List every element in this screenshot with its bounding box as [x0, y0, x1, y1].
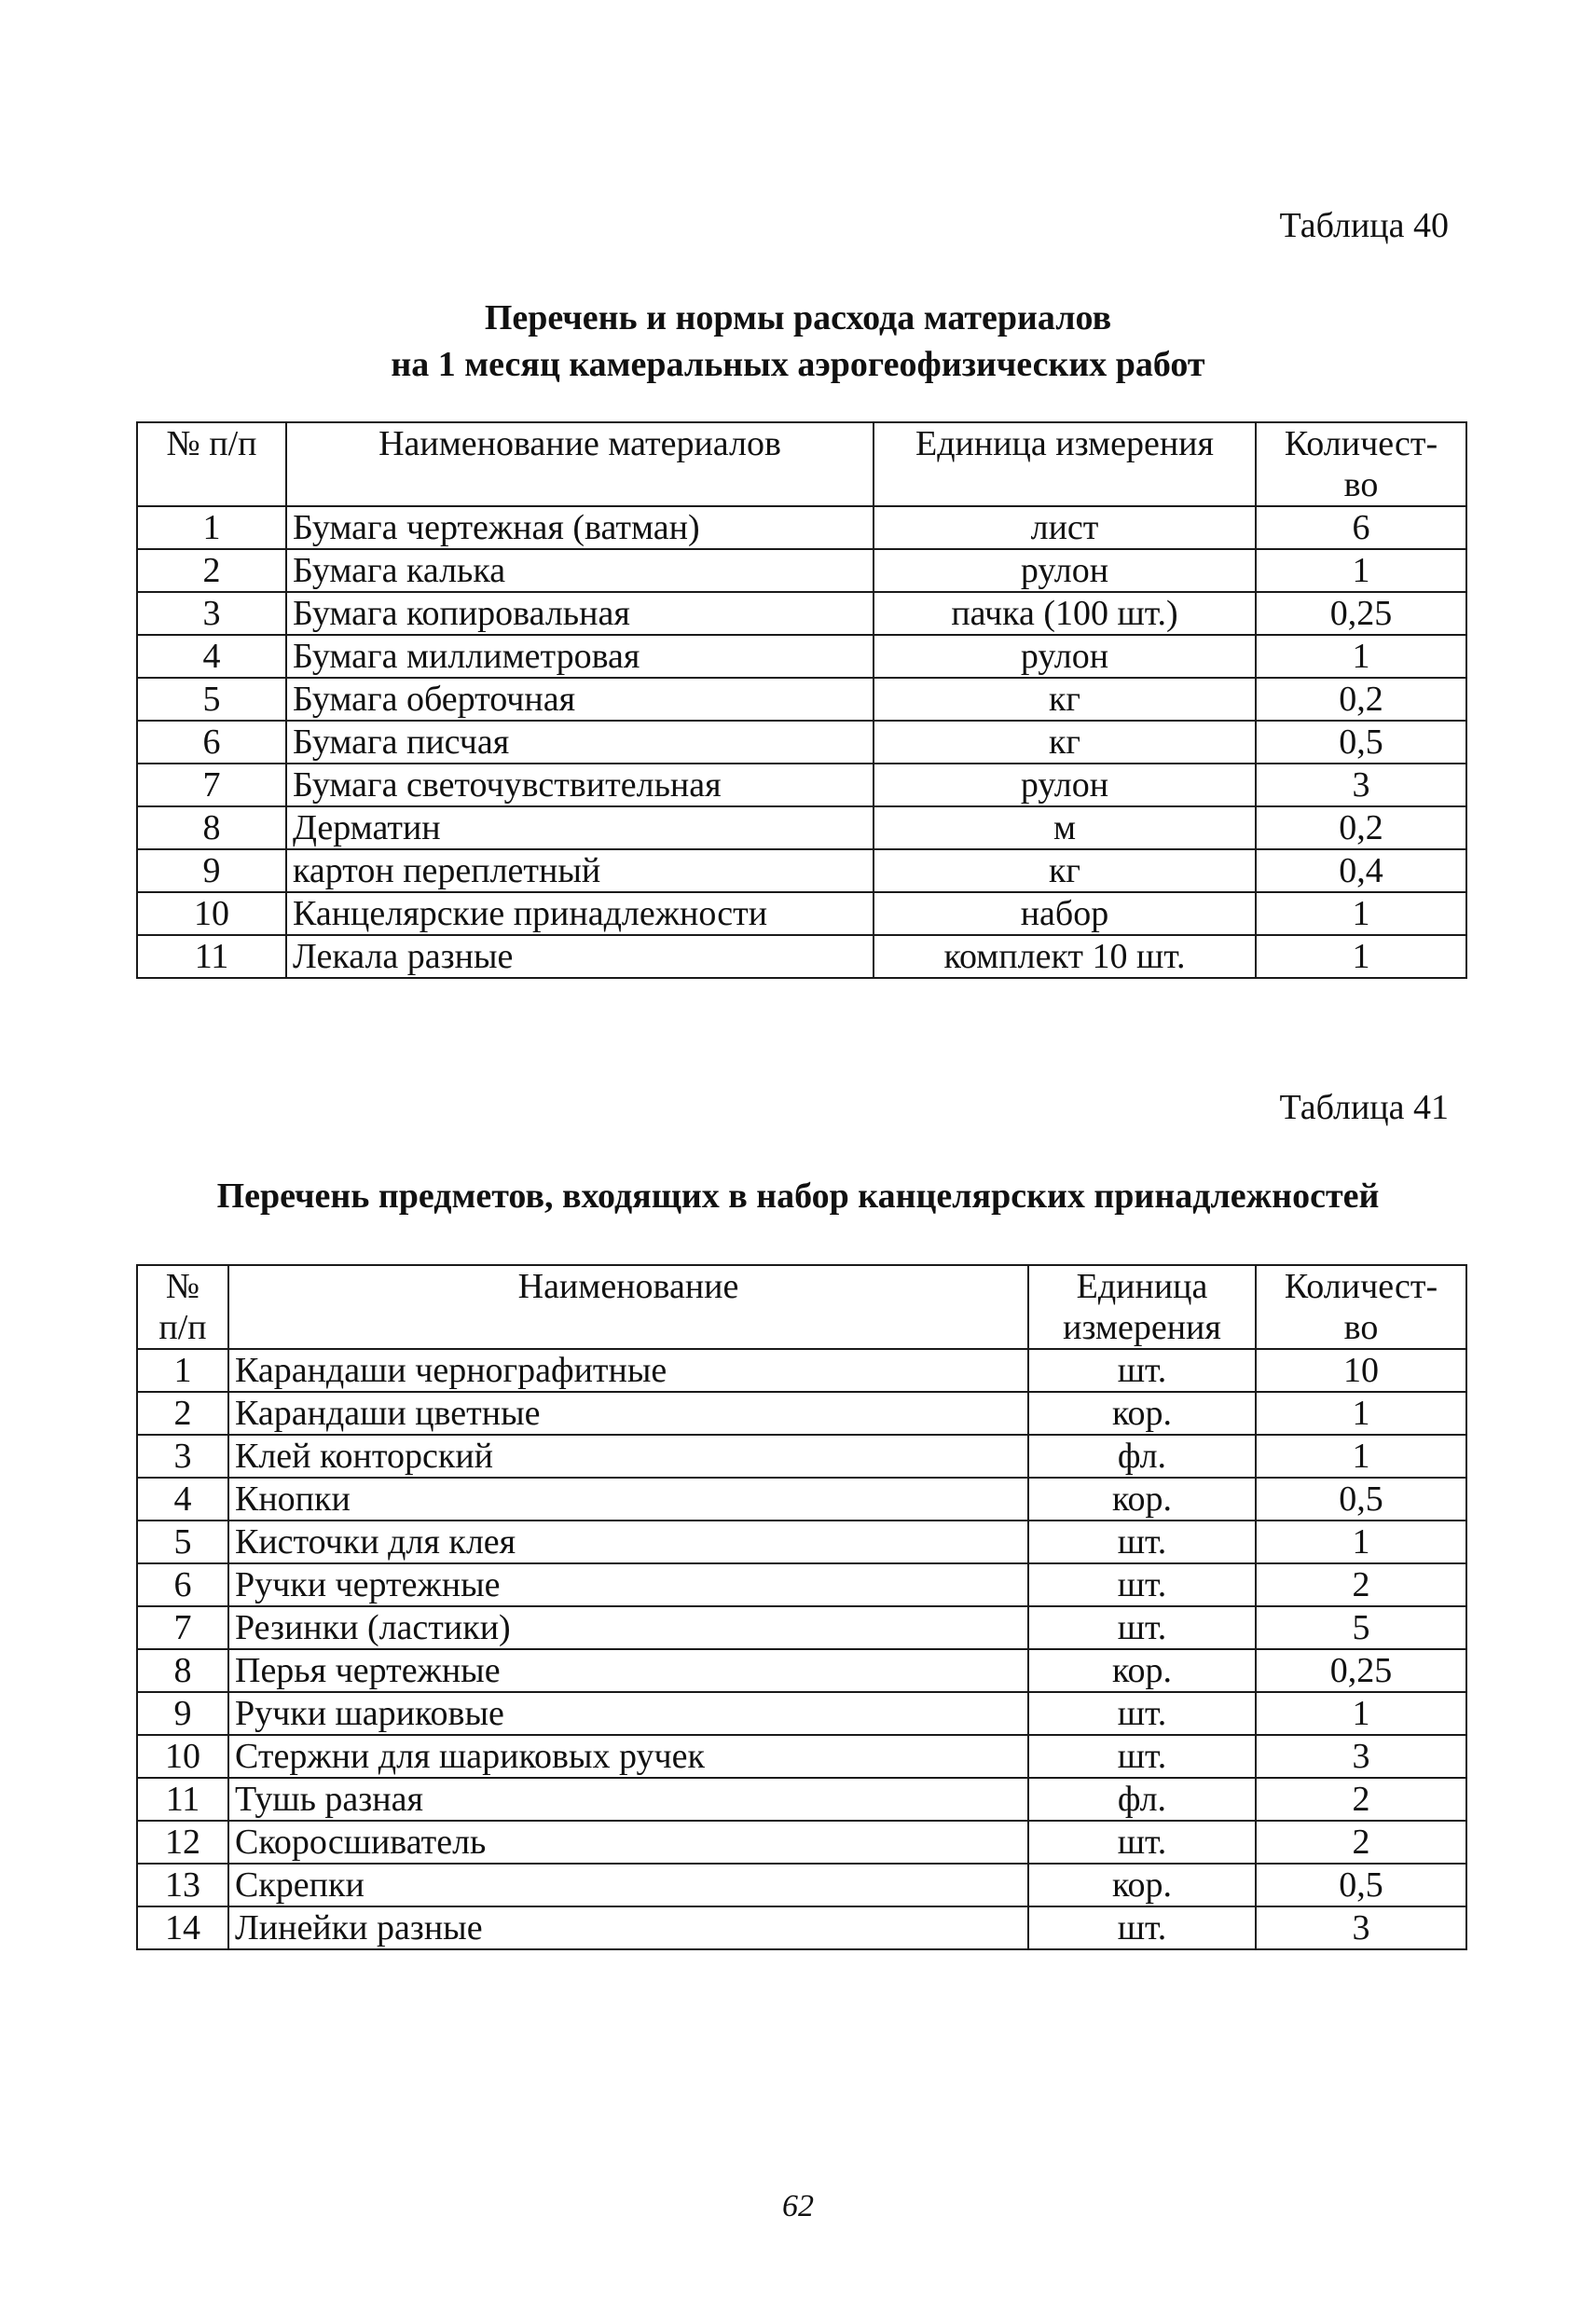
- item-name-cell: Канцелярские принадлежности: [286, 892, 874, 935]
- item-name-cell: Клей конторский: [228, 1435, 1028, 1478]
- unit-cell: комплект 10 шт.: [874, 935, 1256, 978]
- unit-cell: шт.: [1028, 1735, 1256, 1778]
- unit-cell: кор.: [1028, 1649, 1256, 1692]
- table-row: [137, 1692, 1466, 1735]
- table-41-title: Перечень предметов, входящих в набор канцелярских принадлежностей: [216, 1177, 1380, 1216]
- header-name: Наименование материалов: [286, 422, 874, 506]
- quantity-cell: 0,5: [1256, 721, 1466, 764]
- header-qty: [1256, 1265, 1466, 1349]
- row-number-cell: 3: [137, 1435, 228, 1478]
- table-header-row: [137, 1265, 1466, 1349]
- row-number-cell: 2: [137, 1392, 228, 1435]
- item-name-cell: Карандаши цветные: [228, 1392, 1028, 1435]
- item-name-cell: Ручки шариковые: [228, 1692, 1028, 1735]
- header-qty-line2: во: [1343, 465, 1379, 504]
- unit-cell: шт.: [1028, 1563, 1256, 1606]
- quantity-cell: 1: [1256, 1435, 1466, 1478]
- table-row: [137, 1563, 1466, 1606]
- header-unit: Единица измерения: [874, 422, 1256, 506]
- row-number-cell: 11: [137, 1778, 228, 1821]
- unit-cell: шт.: [1028, 1349, 1256, 1392]
- quantity-cell: 0,25: [1256, 592, 1466, 635]
- unit-cell: набор: [874, 892, 1256, 935]
- quantity-cell: 1: [1256, 892, 1466, 935]
- item-name-cell: картон переплетный: [286, 849, 874, 892]
- header-unit-line1: Единица: [1076, 1267, 1208, 1306]
- row-number-cell: 9: [137, 849, 286, 892]
- row-number-cell: 14: [137, 1906, 228, 1949]
- row-number-cell: 6: [137, 721, 286, 764]
- table-row: [137, 892, 1466, 935]
- quantity-cell: 0,25: [1256, 1649, 1466, 1692]
- table-row: [137, 1906, 1466, 1949]
- quantity-cell: 2: [1256, 1563, 1466, 1606]
- unit-cell: рулон: [874, 635, 1256, 678]
- table-row: [137, 1435, 1466, 1478]
- unit-cell: кор.: [1028, 1478, 1256, 1521]
- header-qty: [1256, 422, 1466, 506]
- row-number-cell: 5: [137, 1521, 228, 1563]
- quantity-cell: 1: [1256, 1692, 1466, 1735]
- row-number-cell: 12: [137, 1821, 228, 1864]
- table-row: [137, 549, 1466, 592]
- row-number-cell: 8: [137, 806, 286, 849]
- item-name-cell: Стержни для шариковых ручек: [228, 1735, 1028, 1778]
- quantity-cell: 1: [1256, 935, 1466, 978]
- header-unit-line2: измерения: [1063, 1308, 1221, 1347]
- stationery-table: [136, 1264, 1467, 1950]
- quantity-cell: 10: [1256, 1349, 1466, 1392]
- table-row: [137, 1521, 1466, 1563]
- item-name-cell: Бумага миллиметровая: [286, 635, 874, 678]
- table-row: [137, 1735, 1466, 1778]
- item-name-cell: Кнопки: [228, 1478, 1028, 1521]
- unit-cell: фл.: [1028, 1778, 1256, 1821]
- unit-cell: рулон: [874, 764, 1256, 806]
- quantity-cell: 3: [1256, 1735, 1466, 1778]
- quantity-cell: 1: [1256, 635, 1466, 678]
- unit-cell: шт.: [1028, 1521, 1256, 1563]
- item-name-cell: Ручки чертежные: [228, 1563, 1028, 1606]
- quantity-cell: 0,2: [1256, 678, 1466, 721]
- unit-cell: шт.: [1028, 1692, 1256, 1735]
- quantity-cell: 0,4: [1256, 849, 1466, 892]
- row-number-cell: 7: [137, 764, 286, 806]
- table-row: [137, 1778, 1466, 1821]
- unit-cell: рулон: [874, 549, 1256, 592]
- row-number-cell: 3: [137, 592, 286, 635]
- header-qty-line2: во: [1343, 1308, 1379, 1347]
- item-name-cell: Бумага оберточная: [286, 678, 874, 721]
- quantity-cell: 2: [1256, 1778, 1466, 1821]
- quantity-cell: 5: [1256, 1606, 1466, 1649]
- materials-table-body: [137, 506, 1466, 978]
- header-num: № п/п: [137, 422, 286, 506]
- table-41-label: Таблица 41: [1279, 1088, 1449, 1127]
- table-row: [137, 1649, 1466, 1692]
- item-name-cell: Бумага чертежная (ватман): [286, 506, 874, 549]
- table-40-title-line1: Перечень и нормы расхода материалов: [484, 298, 1112, 337]
- row-number-cell: 6: [137, 1563, 228, 1606]
- unit-cell: кг: [874, 678, 1256, 721]
- row-number-cell: 1: [137, 1349, 228, 1392]
- row-number-cell: 11: [137, 935, 286, 978]
- item-name-cell: Резинки (ластики): [228, 1606, 1028, 1649]
- item-name-cell: Дерматин: [286, 806, 874, 849]
- item-name-cell: Лекала разные: [286, 935, 874, 978]
- quantity-cell: 0,2: [1256, 806, 1466, 849]
- row-number-cell: 10: [137, 892, 286, 935]
- row-number-cell: 2: [137, 549, 286, 592]
- header-unit: [1028, 1265, 1256, 1349]
- table-row: [137, 506, 1466, 549]
- quantity-cell: 0,5: [1256, 1864, 1466, 1906]
- unit-cell: кор.: [1028, 1392, 1256, 1435]
- table-row: [137, 1821, 1466, 1864]
- row-number-cell: 5: [137, 678, 286, 721]
- quantity-cell: 1: [1256, 1521, 1466, 1563]
- table-40-title: [131, 295, 1465, 388]
- row-number-cell: 4: [137, 635, 286, 678]
- item-name-cell: Скоросшиватель: [228, 1821, 1028, 1864]
- table-header-row: [137, 422, 1466, 506]
- item-name-cell: Перья чертежные: [228, 1649, 1028, 1692]
- row-number-cell: 4: [137, 1478, 228, 1521]
- item-name-cell: Линейки разные: [228, 1906, 1028, 1949]
- unit-cell: кор.: [1028, 1864, 1256, 1906]
- quantity-cell: 3: [1256, 764, 1466, 806]
- stationery-table-body: [137, 1349, 1466, 1949]
- header-name: Наименование: [228, 1265, 1028, 1349]
- row-number-cell: 1: [137, 506, 286, 549]
- unit-cell: лист: [874, 506, 1256, 549]
- header-num: [137, 1265, 228, 1349]
- quantity-cell: 3: [1256, 1906, 1466, 1949]
- quantity-cell: 2: [1256, 1821, 1466, 1864]
- table-row: [137, 1392, 1466, 1435]
- table-row: [137, 1606, 1466, 1649]
- table-row: [137, 635, 1466, 678]
- table-row: [137, 592, 1466, 635]
- table-row: [137, 935, 1466, 978]
- item-name-cell: Тушь разная: [228, 1778, 1028, 1821]
- item-name-cell: Бумага калька: [286, 549, 874, 592]
- item-name-cell: Карандаши чернографитные: [228, 1349, 1028, 1392]
- header-num-line2: п/п: [158, 1308, 207, 1347]
- table-row: [137, 1864, 1466, 1906]
- quantity-cell: 1: [1256, 1392, 1466, 1435]
- table-row: [137, 721, 1466, 764]
- unit-cell: шт.: [1028, 1606, 1256, 1649]
- quantity-cell: 0,5: [1256, 1478, 1466, 1521]
- unit-cell: фл.: [1028, 1435, 1256, 1478]
- row-number-cell: 13: [137, 1864, 228, 1906]
- quantity-cell: 1: [1256, 549, 1466, 592]
- row-number-cell: 10: [137, 1735, 228, 1778]
- row-number-cell: 7: [137, 1606, 228, 1649]
- table-row: [137, 1478, 1466, 1521]
- unit-cell: м: [874, 806, 1256, 849]
- table-row: [137, 1349, 1466, 1392]
- item-name-cell: Бумага светочувствительная: [286, 764, 874, 806]
- item-name-cell: Кисточки для клея: [228, 1521, 1028, 1563]
- quantity-cell: 6: [1256, 506, 1466, 549]
- item-name-cell: Скрепки: [228, 1864, 1028, 1906]
- row-number-cell: 8: [137, 1649, 228, 1692]
- table-row: [137, 764, 1466, 806]
- item-name-cell: Бумага копировальная: [286, 592, 874, 635]
- header-qty-line1: Количест-: [1284, 1267, 1438, 1306]
- header-qty-line1: Количест-: [1284, 424, 1438, 463]
- materials-table: [136, 421, 1467, 979]
- unit-cell: кг: [874, 721, 1256, 764]
- unit-cell: кг: [874, 849, 1256, 892]
- table-40-title-line2: на 1 месяц камеральных аэрогеофизических работ: [391, 345, 1205, 384]
- item-name-cell: Бумага писчая: [286, 721, 874, 764]
- table-row: [137, 849, 1466, 892]
- unit-cell: пачка (100 шт.): [874, 592, 1256, 635]
- page-number: 62: [782, 2189, 814, 2223]
- unit-cell: шт.: [1028, 1821, 1256, 1864]
- table-row: [137, 678, 1466, 721]
- table-40-label: Таблица 40: [1279, 206, 1449, 245]
- unit-cell: шт.: [1028, 1906, 1256, 1949]
- row-number-cell: 9: [137, 1692, 228, 1735]
- table-row: [137, 806, 1466, 849]
- header-num-line1: №: [165, 1267, 200, 1306]
